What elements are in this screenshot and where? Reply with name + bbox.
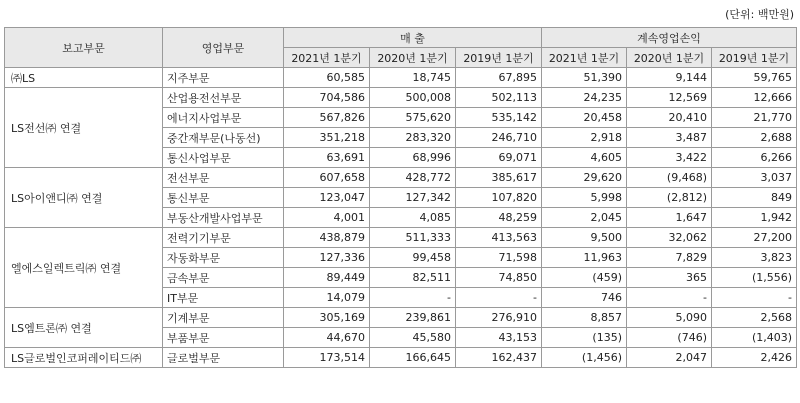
income-value-cell: 2,047 xyxy=(627,348,712,368)
sales-value-cell: 107,820 xyxy=(456,188,542,208)
income-value-cell: 5,090 xyxy=(627,308,712,328)
income-value-cell: 7,829 xyxy=(627,248,712,268)
sales-value-cell: 71,598 xyxy=(456,248,542,268)
income-value-cell: 2,045 xyxy=(542,208,627,228)
sales-value-cell: 68,996 xyxy=(370,148,456,168)
business-segment-cell: 부품부문 xyxy=(163,328,284,348)
income-value-cell: 20,458 xyxy=(542,108,627,128)
income-value-cell: 365 xyxy=(627,268,712,288)
income-value-cell: (9,468) xyxy=(627,168,712,188)
income-value-cell: (459) xyxy=(542,268,627,288)
income-value-cell: 1,942 xyxy=(712,208,797,228)
report-segment-cell: 엘에스일렉트릭㈜ 연결 xyxy=(5,228,163,308)
header-business-segment: 영업부문 xyxy=(163,28,284,68)
business-segment-cell: 통신사업부문 xyxy=(163,148,284,168)
sales-value-cell: 246,710 xyxy=(456,128,542,148)
sales-value-cell: 48,259 xyxy=(456,208,542,228)
income-value-cell: 27,200 xyxy=(712,228,797,248)
sales-value-cell: 704,586 xyxy=(284,88,370,108)
report-segment-cell: LS글로벌인코퍼레이티드㈜ xyxy=(5,348,163,368)
sales-value-cell: 305,169 xyxy=(284,308,370,328)
business-segment-cell: IT부문 xyxy=(163,288,284,308)
income-value-cell: 2,918 xyxy=(542,128,627,148)
sales-value-cell: 99,458 xyxy=(370,248,456,268)
sales-value-cell: 173,514 xyxy=(284,348,370,368)
sales-value-cell: 511,333 xyxy=(370,228,456,248)
sales-value-cell: 567,826 xyxy=(284,108,370,128)
sales-value-cell: 60,585 xyxy=(284,68,370,88)
income-value-cell: (1,556) xyxy=(712,268,797,288)
table-row xyxy=(5,308,797,328)
income-value-cell: 9,500 xyxy=(542,228,627,248)
business-segment-cell: 부동산개발사업부문 xyxy=(163,208,284,228)
business-segment-cell: 통신부문 xyxy=(163,188,284,208)
income-value-cell: 51,390 xyxy=(542,68,627,88)
income-value-cell: 12,569 xyxy=(627,88,712,108)
income-value-cell: 11,963 xyxy=(542,248,627,268)
income-value-cell: (746) xyxy=(627,328,712,348)
report-segment-cell: LS엠트론㈜ 연결 xyxy=(5,308,163,348)
business-segment-cell: 전력기기부문 xyxy=(163,228,284,248)
business-segment-cell: 에너지사업부문 xyxy=(163,108,284,128)
income-value-cell: (2,812) xyxy=(627,188,712,208)
income-value-cell: 9,144 xyxy=(627,68,712,88)
sales-value-cell: 69,071 xyxy=(456,148,542,168)
report-segment-cell: ㈜LS xyxy=(5,68,163,88)
sales-value-cell: 44,670 xyxy=(284,328,370,348)
header-income-2019q1: 2019년 1분기 xyxy=(712,48,797,68)
sales-value-cell: 575,620 xyxy=(370,108,456,128)
sales-value-cell: 413,563 xyxy=(456,228,542,248)
income-value-cell: 8,857 xyxy=(542,308,627,328)
sales-value-cell: - xyxy=(456,288,542,308)
income-value-cell: - xyxy=(627,288,712,308)
table-row xyxy=(5,88,797,108)
income-value-cell: 3,422 xyxy=(627,148,712,168)
sales-value-cell: 45,580 xyxy=(370,328,456,348)
sales-value-cell: 127,342 xyxy=(370,188,456,208)
income-value-cell: 5,998 xyxy=(542,188,627,208)
income-value-cell: (1,403) xyxy=(712,328,797,348)
sales-value-cell: 89,449 xyxy=(284,268,370,288)
income-value-cell: 32,062 xyxy=(627,228,712,248)
income-value-cell: 2,688 xyxy=(712,128,797,148)
sales-value-cell: 18,745 xyxy=(370,68,456,88)
sales-value-cell: 276,910 xyxy=(456,308,542,328)
business-segment-cell: 지주부문 xyxy=(163,68,284,88)
income-value-cell: 3,037 xyxy=(712,168,797,188)
report-segment-cell: LS전선㈜ 연결 xyxy=(5,88,163,168)
income-value-cell: (1,456) xyxy=(542,348,627,368)
header-sales-2019q1: 2019년 1분기 xyxy=(456,48,542,68)
sales-value-cell: 535,142 xyxy=(456,108,542,128)
business-segment-cell: 기계부문 xyxy=(163,308,284,328)
header-op-income: 계속영업손익 xyxy=(542,28,797,48)
sales-value-cell: 500,008 xyxy=(370,88,456,108)
header-sales: 매 출 xyxy=(284,28,542,48)
sales-value-cell: 82,511 xyxy=(370,268,456,288)
sales-value-cell: 14,079 xyxy=(284,288,370,308)
table-body xyxy=(5,68,797,368)
sales-value-cell: - xyxy=(370,288,456,308)
business-segment-cell: 금속부문 xyxy=(163,268,284,288)
sales-value-cell: 63,691 xyxy=(284,148,370,168)
segment-table xyxy=(4,27,797,368)
income-value-cell: 4,605 xyxy=(542,148,627,168)
income-value-cell: 20,410 xyxy=(627,108,712,128)
table-row xyxy=(5,168,797,188)
income-value-cell: 2,426 xyxy=(712,348,797,368)
income-value-cell: 29,620 xyxy=(542,168,627,188)
income-value-cell: 746 xyxy=(542,288,627,308)
sales-value-cell: 607,658 xyxy=(284,168,370,188)
income-value-cell: 3,487 xyxy=(627,128,712,148)
income-value-cell: 59,765 xyxy=(712,68,797,88)
report-segment-cell: LS아이앤디㈜ 연결 xyxy=(5,168,163,228)
income-value-cell: 21,770 xyxy=(712,108,797,128)
sales-value-cell: 351,218 xyxy=(284,128,370,148)
header-income-2021q1: 2021년 1분기 xyxy=(542,48,627,68)
header-income-2020q1: 2020년 1분기 xyxy=(627,48,712,68)
sales-value-cell: 438,879 xyxy=(284,228,370,248)
business-segment-cell: 글로벌부문 xyxy=(163,348,284,368)
business-segment-cell: 산업용전선부문 xyxy=(163,88,284,108)
sales-value-cell: 385,617 xyxy=(456,168,542,188)
sales-value-cell: 4,001 xyxy=(284,208,370,228)
income-value-cell: 3,823 xyxy=(712,248,797,268)
sales-value-cell: 428,772 xyxy=(370,168,456,188)
sales-value-cell: 502,113 xyxy=(456,88,542,108)
income-value-cell: - xyxy=(712,288,797,308)
sales-value-cell: 127,336 xyxy=(284,248,370,268)
table-row xyxy=(5,348,797,368)
income-value-cell: (135) xyxy=(542,328,627,348)
income-value-cell: 6,266 xyxy=(712,148,797,168)
sales-value-cell: 239,861 xyxy=(370,308,456,328)
income-value-cell: 849 xyxy=(712,188,797,208)
income-value-cell: 1,647 xyxy=(627,208,712,228)
header-sales-2020q1: 2020년 1분기 xyxy=(370,48,456,68)
table-row xyxy=(5,68,797,88)
income-value-cell: 12,666 xyxy=(712,88,797,108)
sales-value-cell: 162,437 xyxy=(456,348,542,368)
business-segment-cell: 중간재부문(나동선) xyxy=(163,128,284,148)
sales-value-cell: 166,645 xyxy=(370,348,456,368)
header-sales-2021q1: 2021년 1분기 xyxy=(284,48,370,68)
unit-label: (단위: 백만원) xyxy=(725,8,794,21)
business-segment-cell: 자동화부문 xyxy=(163,248,284,268)
sales-value-cell: 123,047 xyxy=(284,188,370,208)
income-value-cell: 24,235 xyxy=(542,88,627,108)
sales-value-cell: 283,320 xyxy=(370,128,456,148)
sales-value-cell: 67,895 xyxy=(456,68,542,88)
sales-value-cell: 43,153 xyxy=(456,328,542,348)
table-row xyxy=(5,228,797,248)
business-segment-cell: 전선부문 xyxy=(163,168,284,188)
sales-value-cell: 4,085 xyxy=(370,208,456,228)
sales-value-cell: 74,850 xyxy=(456,268,542,288)
income-value-cell: 2,568 xyxy=(712,308,797,328)
header-report-segment: 보고부문 xyxy=(5,28,163,68)
